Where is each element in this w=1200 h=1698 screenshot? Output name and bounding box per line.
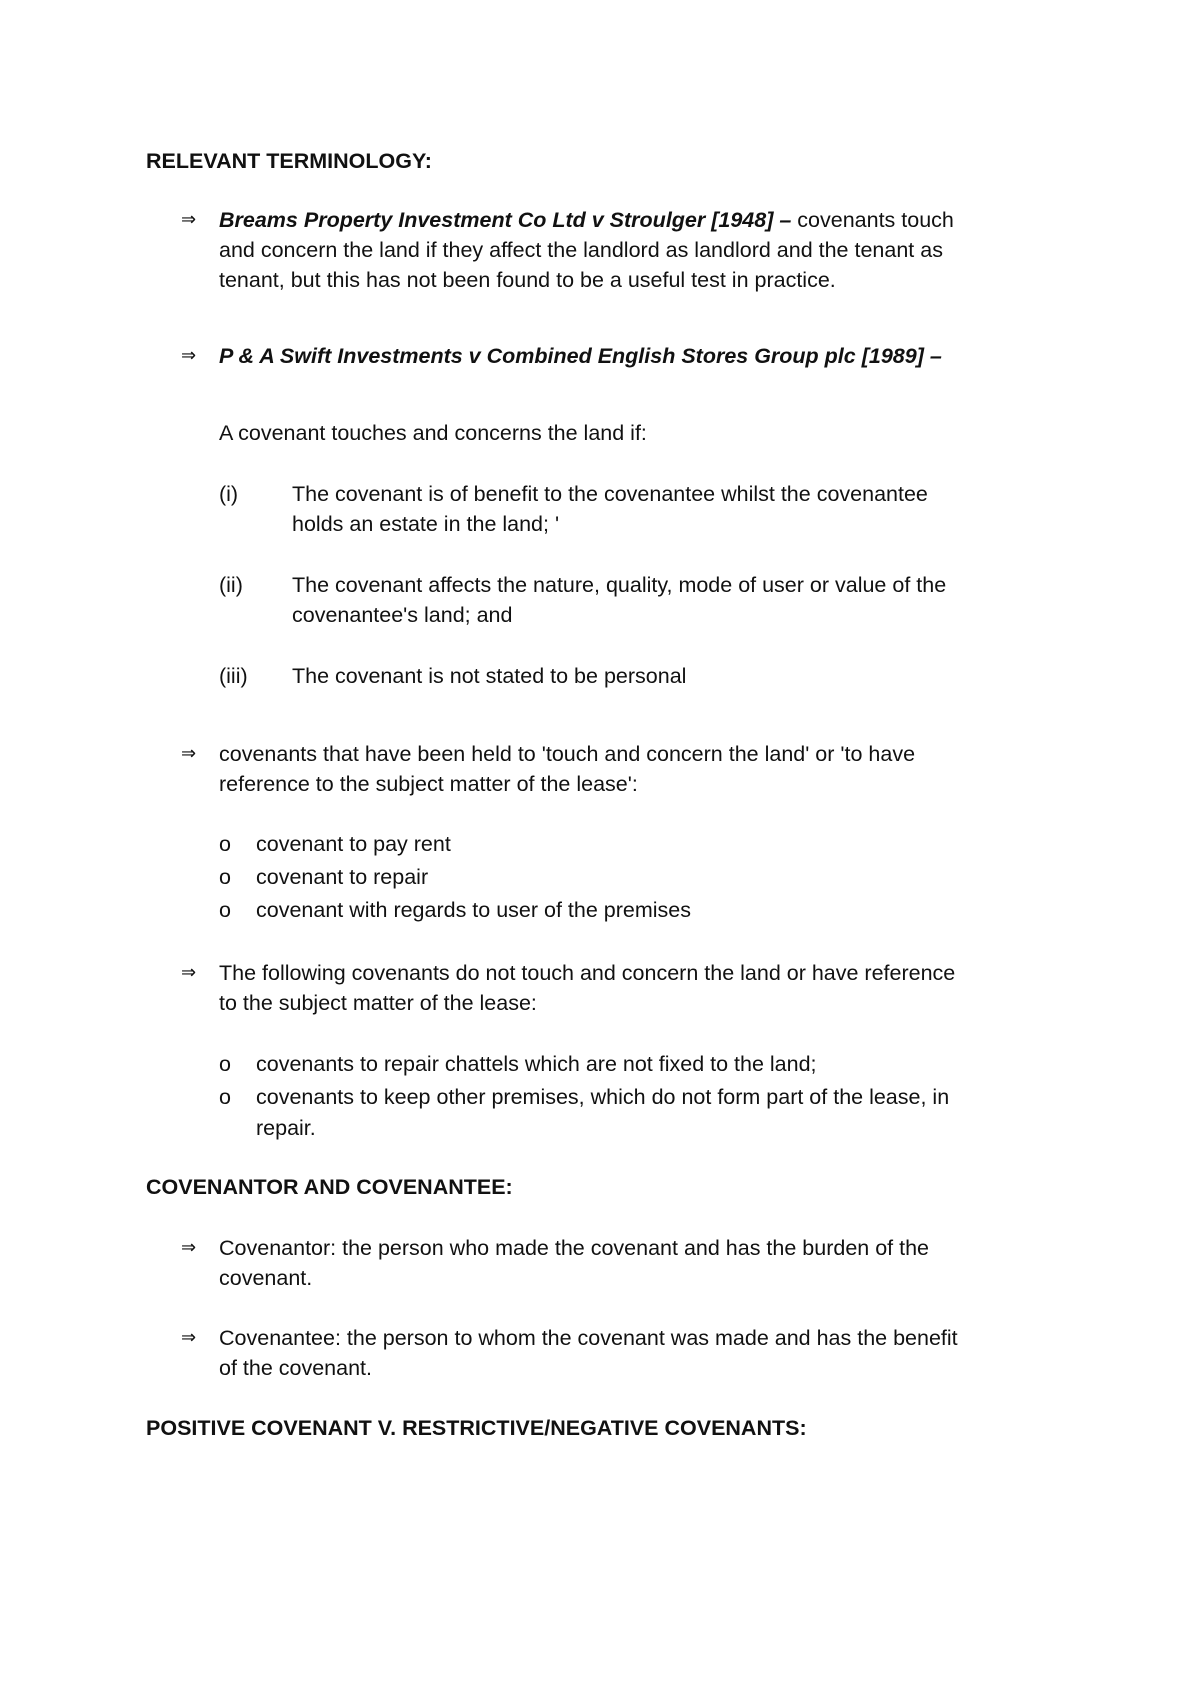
arrow-bullet-icon: ⇒ <box>181 962 197 983</box>
breams-line-2: and concern the land if they affect the landlord as landlord and the tenant as <box>219 238 943 262</box>
covenantee-line-1: Covenantee: the person to whom the covenant was made and has the benefit <box>219 1326 958 1350</box>
not-touch-line-2: to the subject matter of the lease: <box>219 991 537 1015</box>
held-line-1: covenants that have been held to 'touch and concern the land' or 'to have <box>219 742 916 766</box>
list-item: covenants to repair chattels which are not fixed to the land; <box>256 1052 817 1076</box>
condition-text: covenantee's land; and <box>292 603 513 627</box>
covenantee-line-2: of the covenant. <box>219 1356 372 1380</box>
not-touch-line-1: The following covenants do not touch and concern the land or have reference <box>219 961 956 985</box>
section-heading-covenantor: COVENANTOR AND COVENANTEE: <box>146 1175 513 1199</box>
circle-bullet-icon: o <box>219 1085 231 1109</box>
section-heading-terminology: RELEVANT TERMINOLOGY: <box>146 149 432 173</box>
breams-text-start: covenants touch <box>791 208 954 232</box>
list-item-continued: repair. <box>256 1116 316 1140</box>
breams-line-3: tenant, but this has not been found to be a useful test in practice. <box>219 268 836 292</box>
swift-intro: A covenant touches and concerns the land if: <box>219 421 647 445</box>
condition-number: (ii) <box>219 573 243 597</box>
arrow-bullet-icon: ⇒ <box>181 209 197 230</box>
circle-bullet-icon: o <box>219 1052 231 1076</box>
condition-number: (i) <box>219 482 239 506</box>
arrow-bullet-icon: ⇒ <box>181 1237 197 1258</box>
circle-bullet-icon: o <box>219 865 231 889</box>
arrow-bullet-icon: ⇒ <box>181 345 197 366</box>
arrow-bullet-icon: ⇒ <box>181 743 197 764</box>
condition-text: The covenant is of benefit to the covenantee whilst the covenantee <box>292 482 928 506</box>
section-heading-positive: POSITIVE COVENANT V. RESTRICTIVE/NEGATIVE COVENANTS: <box>146 1416 807 1440</box>
condition-text: The covenant is not stated to be personal <box>292 664 687 688</box>
case-name-breams: Breams Property Investment Co Ltd v Stroulger [1948] – <box>219 208 792 232</box>
case-name-swift: P & A Swift Investments v Combined English Stores Group plc [1989] – <box>219 344 942 368</box>
list-item: covenant to pay rent <box>256 832 451 856</box>
circle-bullet-icon: o <box>219 832 231 856</box>
held-line-2: reference to the subject matter of the lease': <box>219 772 638 796</box>
covenantor-line-2: covenant. <box>219 1266 313 1290</box>
covenantor-line-1: Covenantor: the person who made the covenant and has the burden of the <box>219 1236 929 1260</box>
breams-line-1 <box>219 205 1069 235</box>
list-item: covenant with regards to user of the premises <box>256 898 691 922</box>
circle-bullet-icon: o <box>219 898 231 922</box>
condition-text: The covenant affects the nature, quality, mode of user or value of the <box>292 573 947 597</box>
arrow-bullet-icon: ⇒ <box>181 1327 197 1348</box>
condition-number: (iii) <box>219 664 248 688</box>
list-item: covenants to keep other premises, which do not form part of the lease, in <box>256 1085 950 1109</box>
condition-text: holds an estate in the land; ' <box>292 512 560 536</box>
list-item: covenant to repair <box>256 865 429 889</box>
